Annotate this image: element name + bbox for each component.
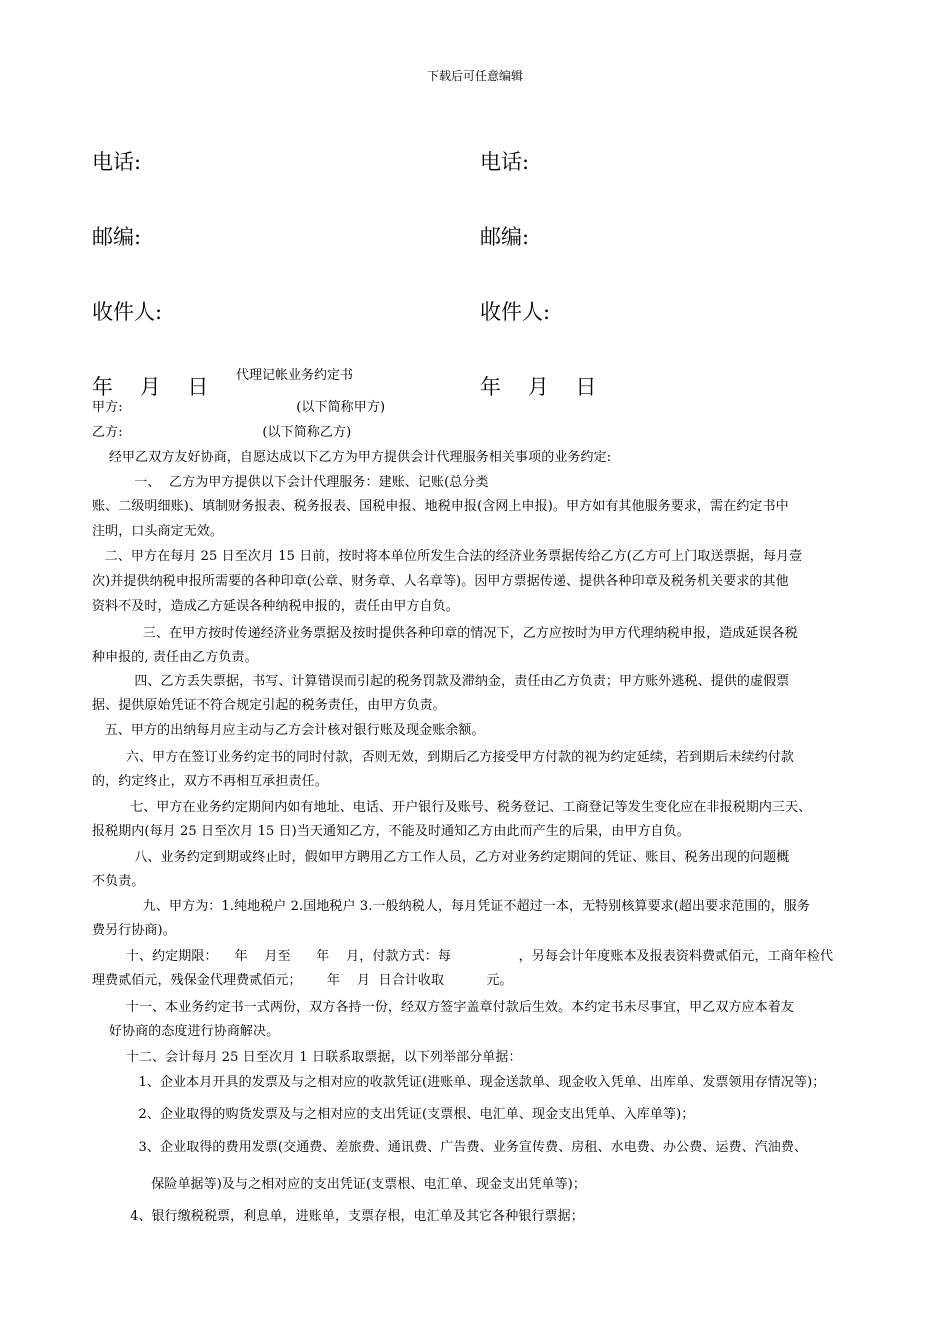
contact-block-left (92, 100, 208, 425)
body-line: 四、乙方丢失票据，书写、计算错误而引起的税务罚款及滞纳金，责任由乙方负责；甲方账外逃税、提供的虚假票 (92, 674, 790, 689)
body-line: 的，约定终止，双方不再相互承担责任。 (92, 774, 328, 789)
body-line: 五、甲方的出纳每月应主动与乙方会计核对银行账及现金账余额。 (92, 723, 485, 738)
body-line: 二、甲方在每月 25 日至次月 15 日前，按时将本单位所发生合法的经济业务票据传给乙方(乙方可上门取送票据，每月壹 (92, 549, 803, 564)
phone-label: 电话: (92, 150, 142, 174)
body-line: 十、约定期限： 年 月至 年 月，付款方式：每 ，另每会计年度账本及报表资料费贰佰元，工商年检代 (92, 949, 834, 964)
party-a-line: 甲方: (以下简称甲方) (92, 400, 386, 415)
zip-label: 邮编: (92, 225, 142, 249)
body-line: 好协商的态度进行协商解决。 (92, 1024, 280, 1039)
header-note: 下载后可任意编辑 (426, 69, 523, 83)
body-line: 账、二级明细账)、填制财务报表、税务报表、国税申报、地税申报(含网上申报)。甲方如有其他服务要求，需在约定书中 (92, 499, 789, 514)
contact-block-right (480, 100, 596, 425)
body-line: 保险单据等)及与之相对应的支出凭证(支票根、电汇单、现金支出凭单等)； (92, 1177, 586, 1192)
body-line: 九、甲方为：1.纯地税户 2.国地税户 3.一般纳税人，每月凭证不超过一本，无特别核算要求(超出要求范围的，服务 (92, 899, 810, 914)
body-line: 三、在甲方按时传递经济业务票据及按时提供各种印章的情况下，乙方应按时为甲方代理纳税申报，造成延误各税 (92, 626, 798, 641)
body-line: 一、 乙方为甲方提供以下会计代理服务：建账、记账(总分类 (92, 475, 489, 490)
body-line: 2、企业取得的购货发票及与之相对应的支出凭证(支票根、电汇单、现金支出凭单、入库单等)； (92, 1107, 695, 1122)
body-line: 十一、本业务约定书一式两份，双方各持一份，经双方签字盖章付款后生效。本约定书未尽事宜，甲乙双方应本着友 (92, 1000, 794, 1015)
body-line: 据、提供原始凭证不符合规定引起的税务责任，由甲方负责。 (92, 698, 446, 713)
recipient-label: 收件人: (92, 300, 163, 324)
body-line: 六、甲方在签订业务约定书的同时付款，否则无效，到期后乙方接受甲方付款的视为约定延续，若到期后未续约付款 (92, 750, 794, 765)
recipient-label: 收件人: (480, 300, 551, 324)
body-line: 八、业务约定到期或终止时，假如甲方聘用乙方工作人员，乙方对业务约定期间的凭证、账目、税务出现的问题概 (92, 850, 790, 865)
body-line: 次)并提供纳税申报所需要的各种印章(公章、财务章、人名章等)。因甲方票据传递、提供各种印章及税务机关要求的其他 (92, 574, 789, 589)
body-line: 注明，口头商定无效。 (92, 524, 224, 539)
body-line: 4、银行缴税税票，利息单，进账单，支票存根，电汇单及其它各种银行票据； (92, 1209, 584, 1224)
body-line: 十二、会计每月 25 日至次月 1 日联系取票据，以下列举部分单据： (92, 1050, 522, 1065)
party-b-line: 乙方: (以下简称乙方) (92, 425, 352, 440)
body-line: 不负责。 (92, 874, 145, 889)
body-line: 理费贰佰元，残保金代理费贰佰元； 年 月 日合计收取 元。 (92, 973, 513, 988)
body-line: 经甲乙双方友好协商，自愿达成以下乙方为甲方提供会计代理服务相关事项的业务约定: (92, 450, 612, 465)
date-label: 年 月 日 (480, 375, 597, 399)
body-line: 资料不及时，造成乙方延误各种纳税申报的，责任由甲方自负。 (92, 599, 459, 614)
phone-label: 电话: (480, 150, 530, 174)
agreement-title: 代理记帐业务约定书 (236, 368, 354, 383)
body-line: 七、甲方在业务约定期间内如有地址、电话、开户银行及账号、税务登记、工商登记等发生变化应在非报税期内三天、 (92, 800, 812, 815)
body-line: 报税期内(每月 25 日至次月 15 日)当天通知乙方，不能及时通知乙方由此而产生的后果，由甲方自负。 (92, 824, 690, 839)
body-line: 3、企业取得的费用发票(交通费、差旅费、通讯费、广告费、业务宣传费、房租、水电费、办公费、运费、汽油费、 (92, 1140, 808, 1155)
body-line: 费另行协商)。 (92, 923, 176, 938)
body-line: 种申报的, 责任由乙方负责。 (92, 650, 258, 665)
date-label: 年 月 日 (92, 375, 209, 399)
body-line: 1、企业本月开具的发票及与之相对应的收款凭证(进账单、现金送款单、现金收入凭单、出库单、发票领用存情况等)； (92, 1075, 826, 1090)
zip-label: 邮编: (480, 225, 530, 249)
